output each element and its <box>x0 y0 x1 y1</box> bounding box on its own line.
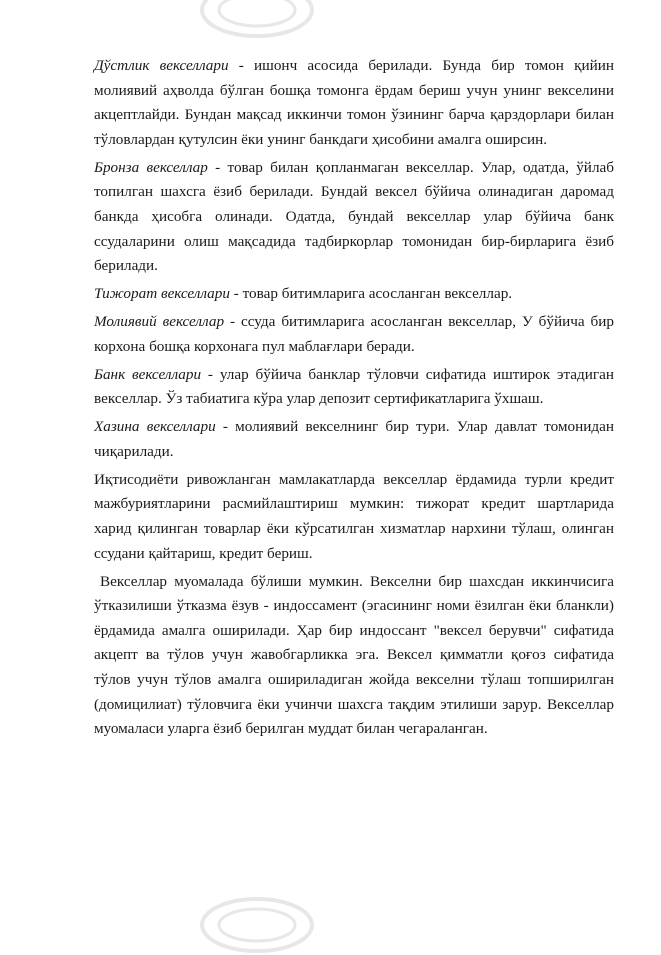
term-tijorat: Тижорат векселлари <box>94 285 230 303</box>
term-xazina: Хазина векселлари <box>94 418 216 436</box>
paragraph-bank <box>94 363 614 412</box>
paragraph-moliyaviy <box>94 310 614 359</box>
watermark-emblem <box>198 0 316 40</box>
paragraph-bronza <box>94 156 614 279</box>
definition-xazina: - молиявий векселнинг бир тури. Улар давлат томонидан чиқарилади. <box>94 418 614 460</box>
term-bank: Банк векселлари <box>94 365 202 383</box>
term-bronza: Бронза векселлар <box>94 158 208 176</box>
term-moliyaviy: Молиявий векселлар <box>94 313 225 331</box>
term-dostlik: Дўстлик векселлари <box>94 57 229 74</box>
definition-bank: - улар бўйича банклар тўловчи сифатида иштирок этадиган векселлар. Ўз табиатига кўра улар депозит сертификатларига ўхшаш. <box>94 365 614 408</box>
definition-dostlik: - ишонч асосида берилади. Бунда бир томон қийин молиявий аҳволда бўлган бошқа томонга ёрдам бериш учун унинг векселини акцептлайди. Бундан мақсад иккинчи томон ўзининг барча қарздорлари билан тўловлардан қутулсин ёки унинг банкдаги ҳисобини амалга оширсин. <box>94 57 615 148</box>
paragraph-iqtisodiyot <box>94 468 614 566</box>
paragraph-muomala <box>94 570 614 742</box>
paragraph-dostlik <box>94 54 614 152</box>
definition-moliyaviy: - ссуда битимларига асосланган векселлар, У бўйича бир корхона бошқа корхонага пул маблағлари беради. <box>94 313 614 355</box>
document-body <box>94 54 614 742</box>
body-text: Иқтисодиёти ривожланган мамлакатларда векселлар ёрдамида турли кредит мажбуриятларини расмийлаштириш мумкин: тижорат кредит шартларида харид қилинган товарлар ёки кўрсатилган хизматлар нархини тўлаш, олинган ссудани қайтариш, кредит бериш. <box>94 470 614 562</box>
paragraph-xazina <box>94 415 614 464</box>
paragraph-tijorat <box>94 282 614 307</box>
body-text: Векселлар муомалада бўлиши мумкин. Векселни бир шахсдан иккинчисига ўтказилиши ўтказма ёзув - индоссамент (эгасининг номи ёзилган ёки бланкли) ёрдамида амалга оширилади. Ҳар бир индоссант "вексел берувчи" сифатида акцепт ва тўлов учун жавобгарликка эга. Вексел қимматли қоғоз сифатида тўлов учун тўлов амалга ошириладиган жойда векселни тўлаш топширилган (домицилиат) тўловчига ёки учинчи шахсга тақдим этилиши зарур. Векселлар муомаласи уларга ёзиб берилган муддат билан чегараланган. <box>94 572 614 738</box>
definition-tijorat: - товар битимларига асосланган векселлар. <box>229 285 513 303</box>
definition-bronza: - товар билан қопланмаган векселлар. Улар, одатда, ўйлаб топилган шахсга ёзиб берилади. Бундай вексел бўйича олинадиган даромад банкда ҳисобга олинади. Одатда, бундай векселлар улар бўйича банк ссудаларини олиш мақсадида тадбиркорлар томонидан бир-бирларига ёзиб берилади. <box>94 158 614 275</box>
watermark-emblem <box>198 895 316 955</box>
